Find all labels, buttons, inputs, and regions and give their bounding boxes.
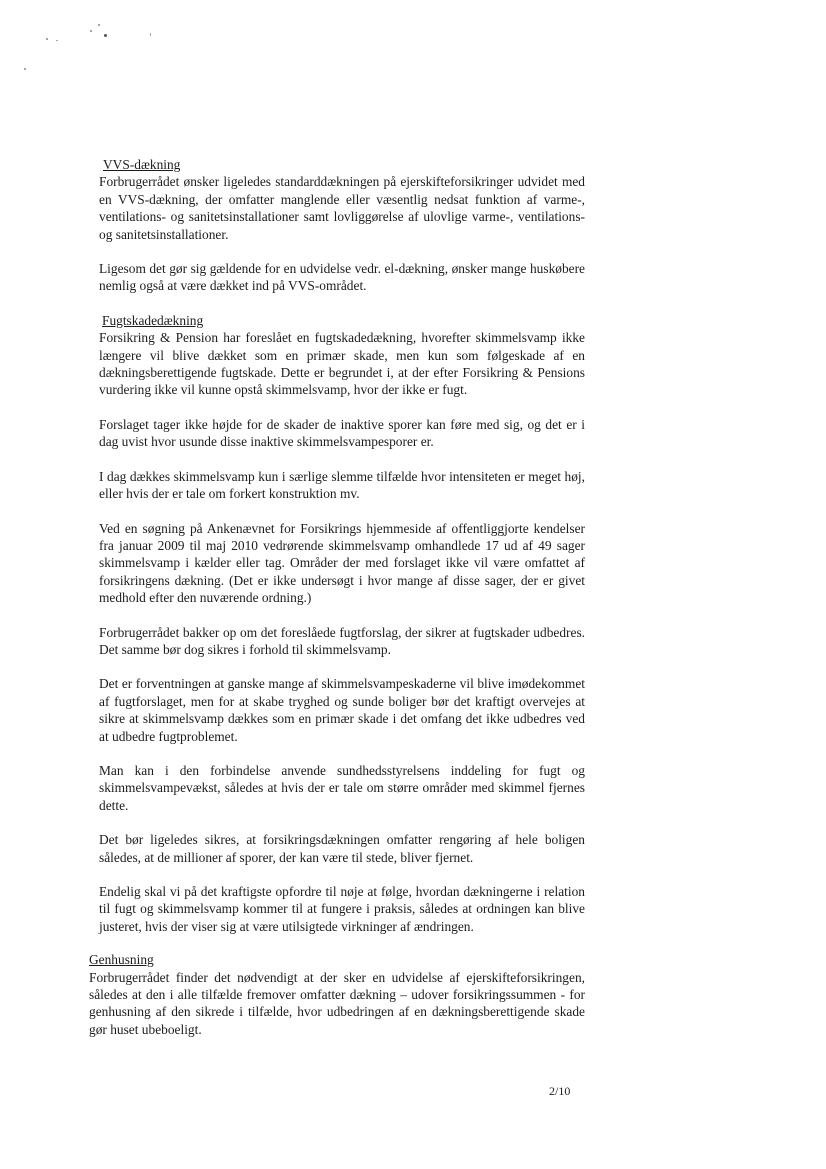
paragraph: Forsikring & Pension har foreslået en fugtskadedækning, hvorefter skimmelsvamp ikke længere vil blive dækket som en primær skade, men kun som følgeskade af en dækningsberettigende fugtskade. Dette er begrundet i, at der efter Forsikring & Pensions vurdering ikke vil kunne opstå skimmelsvamp, hvor der ikke er fugt. (99, 330, 585, 398)
section-heading: VVS-dækning (103, 157, 181, 172)
paragraph: Ved en søgning på Ankenævnet for Forsikrings hjemmeside af offentliggjorte kendelser fra januar 2009 til maj 2010 vedrørende skimmelsvamp omhandlede 17 ud af 49 sager skimmelsvamp i kælder eller tag. Områder der med forslaget ikke vil være omfattet af forsikringens dækning. (Det er ikke undersøgt i hvor mange af disse sager, der er givet medhold efter den nuværende ordning.) (99, 520, 585, 606)
paragraph: Forbrugerrådet finder det nødvendigt at der sker en udvidelse af ejerskifteforsikringen, således at den i alle tilfælde fremover omfatter dækning – udover forsikringssummen - for genhusning af den sikrede i tilfælde, hvor udbedringen af en dækningsberettigende skade gør huset ubeboeligt. (89, 969, 585, 1037)
paragraph: Forbrugerrådet ønsker ligeledes standarddækningen på ejerskifteforsikringer udvidet med en VVS-dækning, der omfatter manglende eller væsentlig nedsat funktion af varme-, ventilations- og sanitetsinstallationer samt lovliggørelse af ulovlige varme-, ventilations- og sanitetsinstallationer. (99, 174, 585, 242)
scan-speck (150, 33, 151, 36)
section-heading: Genhusning (89, 952, 154, 968)
section-genhusning (89, 951, 585, 1038)
paragraph: Forbrugerrådet bakker op om det foreslåede fugtforslag, der sikrer at fugtskader udbedres. Det samme bør dog sikres i forhold til skimmelsvamp. (99, 624, 585, 657)
scan-speck (56, 40, 58, 41)
document-body (89, 156, 585, 1038)
paragraph: I dag dækkes skimmelsvamp kun i særlige slemme tilfælde hvor intensiteten er meget høj, eller hvis der er tale om forkert konstruktion mv. (99, 468, 585, 502)
paragraph: Man kan i den forbindelse anvende sundhedsstyrelsens inddeling for fugt og skimmelsvampevækst, således at hvis der er tale om større områder med skimmel fjernes dette. (99, 762, 585, 813)
section-heading: Fugtskadedækning (102, 312, 204, 328)
paragraph: Det bør ligeledes sikres, at forsikringsdækningen omfatter rengøring af hele boligen således, at de millioner af sporer, der kan være til stede, bliver fjernet. (99, 832, 585, 865)
scan-speck (90, 30, 92, 32)
scan-speck (24, 68, 26, 70)
scan-speck (46, 38, 48, 40)
paragraph: Det er forventningen at ganske mange af skimmelsvampeskaderne vil blive imødekommet af fugtforslaget, men for at skabe tryghed og sunde boliger bør det kraftigt overvejes at sikre at skimmelsvamp dækkes som en primær skade i det omfang det ikke udbedres ved at udbedre fugtproblemet. (99, 676, 585, 744)
paragraph: Endelig skal vi på det kraftigste opfordre til nøje at følge, hvordan dækningerne i relation til fugt og skimmelsvamp kommer til at fungere i praksis, således at ordningen kan blive justeret, hvis der viser sig at være utilsigtede virkninger af ændringen. (99, 884, 585, 934)
section-vvs (89, 156, 585, 295)
section-fugtskade (89, 312, 585, 935)
paragraph: Ligesom det gør sig gældende for en udvidelse vedr. el-dækning, ønsker mange huskøbere nemlig også at være dækket ind på VVS-området. (99, 261, 585, 294)
paragraph: Forslaget tager ikke højde for de skader de inaktive sporer kan føre med sig, og det er i dag uvist hvor usunde disse inaktive skimmelsvampesporer er. (99, 416, 585, 450)
page-number: 2/10 (549, 1084, 571, 1098)
scan-speck (104, 34, 107, 37)
scan-speck (98, 24, 100, 26)
